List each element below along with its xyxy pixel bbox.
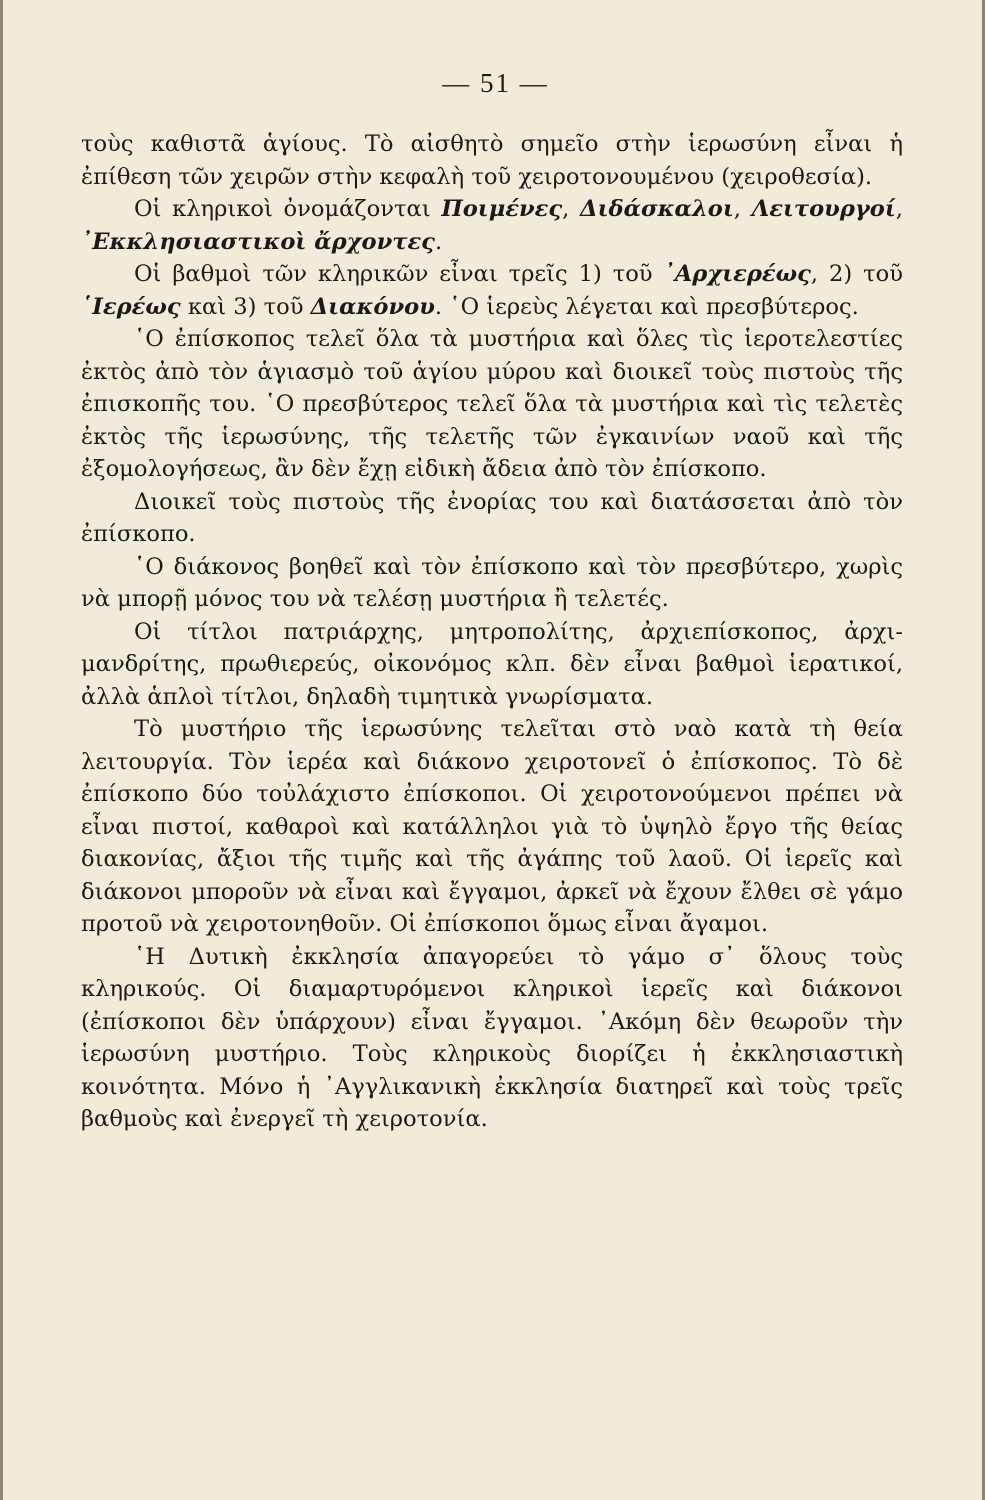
paragraph xyxy=(81,128,903,193)
text-segment: Οἱ τίτλοι πατριάρχης, μητροπολίτης, ἀρχιεπίσκοπος, ἀρχιμανδρίτης, πρωθιερεύς, οἰκονόμος κλπ. δὲν εἶναι βαθμοὶ ἱερατικοί, ἀλλὰ ἁπλοὶ τίτλοι, δηλαδὴ τιμητικὰ γνωρίσματα. xyxy=(81,618,903,710)
emphasized-term: ῾Ιερέως xyxy=(81,293,181,320)
emphasized-term: ᾿Εκκλησιαστικοὶ ἄρχοντες xyxy=(81,228,435,255)
text-segment: , xyxy=(895,196,903,222)
text-segment: ῾Ο ἐπίσκοπος τελεῖ ὅλα τὰ μυστήρια καὶ ὅλες τὶς ἱεροτελεστίες ἐκτὸς ἀπὸ τὸν ἁγιασμὸ τοῦ ἁγίου μύρου καὶ διοικεῖ τοὺς πιστοὺς τῆς ἐπισκοπῆς του. ῾Ο πρεσβύτερος τελεῖ ὅλα τὰ μυστήρια καὶ τὶς τελετὲς ἐκτὸς τῆς ἱερωσύνης, τῆς τελετῆς τῶν ἐγκαινίων ναοῦ καὶ τῆς ἐξομολογήσεως, ἂν δὲν ἔχῃ εἰδικὴ ἄδεια ἀπὸ τὸν ἐπίσκοπο. xyxy=(81,326,903,482)
paragraph xyxy=(81,551,903,616)
paragraph xyxy=(81,486,903,551)
text-segment: ῾Ο διάκονος βοηθεῖ καὶ τὸν ἐπίσκοπο καὶ τὸν πρεσβύτερο, χωρὶς νὰ μπορῇ μόνος του νὰ τελέσῃ μυστήρια ἢ τελετές. xyxy=(81,553,903,612)
emphasized-term: Ποιμένες xyxy=(441,196,563,222)
text-segment: Οἱ βαθμοὶ τῶν κληρικῶν εἶναι τρεῖς 1) τοῦ xyxy=(134,261,664,287)
page-number: — 51 — xyxy=(442,68,549,98)
paragraph xyxy=(81,713,903,941)
text-segment: , xyxy=(562,196,581,222)
paragraph xyxy=(81,616,903,714)
text-segment: Διοικεῖ τοὺς πιστοὺς τῆς ἐνορίας του καὶ διατάσσεται ἀπὸ τὸν ἐπίσκοπο. xyxy=(81,488,903,547)
emphasized-term: Διακόνου xyxy=(310,293,435,320)
emphasized-term: ᾿Αρχιερέως xyxy=(663,261,811,287)
emphasized-term: Λειτουργοί xyxy=(751,196,896,222)
text-segment: . ῾Ο ἱερεὺς λέγεται καὶ πρεσβύτερος. xyxy=(434,293,859,320)
body-text xyxy=(81,128,903,1136)
text-segment: Οἱ κληρικοὶ ὀνομάζονται xyxy=(134,196,442,222)
text-segment: Τὸ μυστήριο τῆς ἱερωσύνης τελεῖται στὸ ναὸ κατὰ τὴ θεία λειτουργία. Τὸν ἱερέα καὶ διάκονο χειροτονεῖ ὁ ἐπίσκοπος. Τὸ δὲ ἐπίσκοπο δύο τοὐλάχιστο ἐπίσκοποι. Οἱ χειροτονούμενοι πρέπει νὰ εἶναι πιστοί, καθαροὶ καὶ κατάλληλοι γιὰ τὸ ὑψηλὸ ἔργο τῆς θείας διακονίας, ἄξιοι τῆς τιμῆς καὶ τῆς ἀγάπης τοῦ λαοῦ. Οἱ ἱερεῖς καὶ διάκονοι μποροῦν νὰ εἶναι καὶ ἔγγαμοι, ἀρκεῖ νὰ ἔχουν ἔλθει σὲ γάμο προτοῦ νὰ χειροτονηθοῦν. Οἱ ἐπίσκοποι ὅμως εἶναι ἄγαμοι. xyxy=(81,716,903,937)
paragraph xyxy=(81,323,903,486)
text-segment: καὶ 3) τοῦ xyxy=(180,293,311,320)
text-segment: , xyxy=(733,196,752,222)
text-segment: ῾Η Δυτικὴ ἐκκλησία ἀπαγορεύει τὸ γάμο σ᾿ ὅλους τοὺς κληρικούς. Οἱ διαμαρτυρόμενοι κληρικοὶ ἱερεῖς καὶ διάκονοι (ἐπίσκοποι δὲν ὑπάρχουν) εἶναι ἔγγαμοι. ᾿Ακόμη δὲν θεωροῦν τὴν ἱερωσύνη μυστήριο. Τοὺς κληρικοὺς διορίζει ἡ ἐκκλησιαστικὴ κοινότητα. Μόνο ἡ ᾿Αγγλικανικὴ ἐκκλησία διατηρεῖ καὶ τοὺς τρεῖς βαθμοὺς καὶ ἐνεργεῖ τὴ χειροτονία. xyxy=(81,943,903,1132)
paragraph xyxy=(81,941,903,1136)
text-segment: , 2) τοῦ xyxy=(810,261,903,287)
paragraph xyxy=(81,193,903,258)
text-segment: . xyxy=(434,228,443,255)
text-segment: τοὺς καθιστᾶ ἁγίους. Τὸ αἰσθητὸ σημεῖο στὴν ἱερωσύνη εἶναι ἡ ἐπίθεση τῶν χειρῶν στὴν κεφαλὴ τοῦ χειροτονουμένου (χειροθεσία). xyxy=(81,131,903,190)
emphasized-term: Διδάσκαλοι xyxy=(580,196,734,222)
paragraph xyxy=(81,258,903,323)
